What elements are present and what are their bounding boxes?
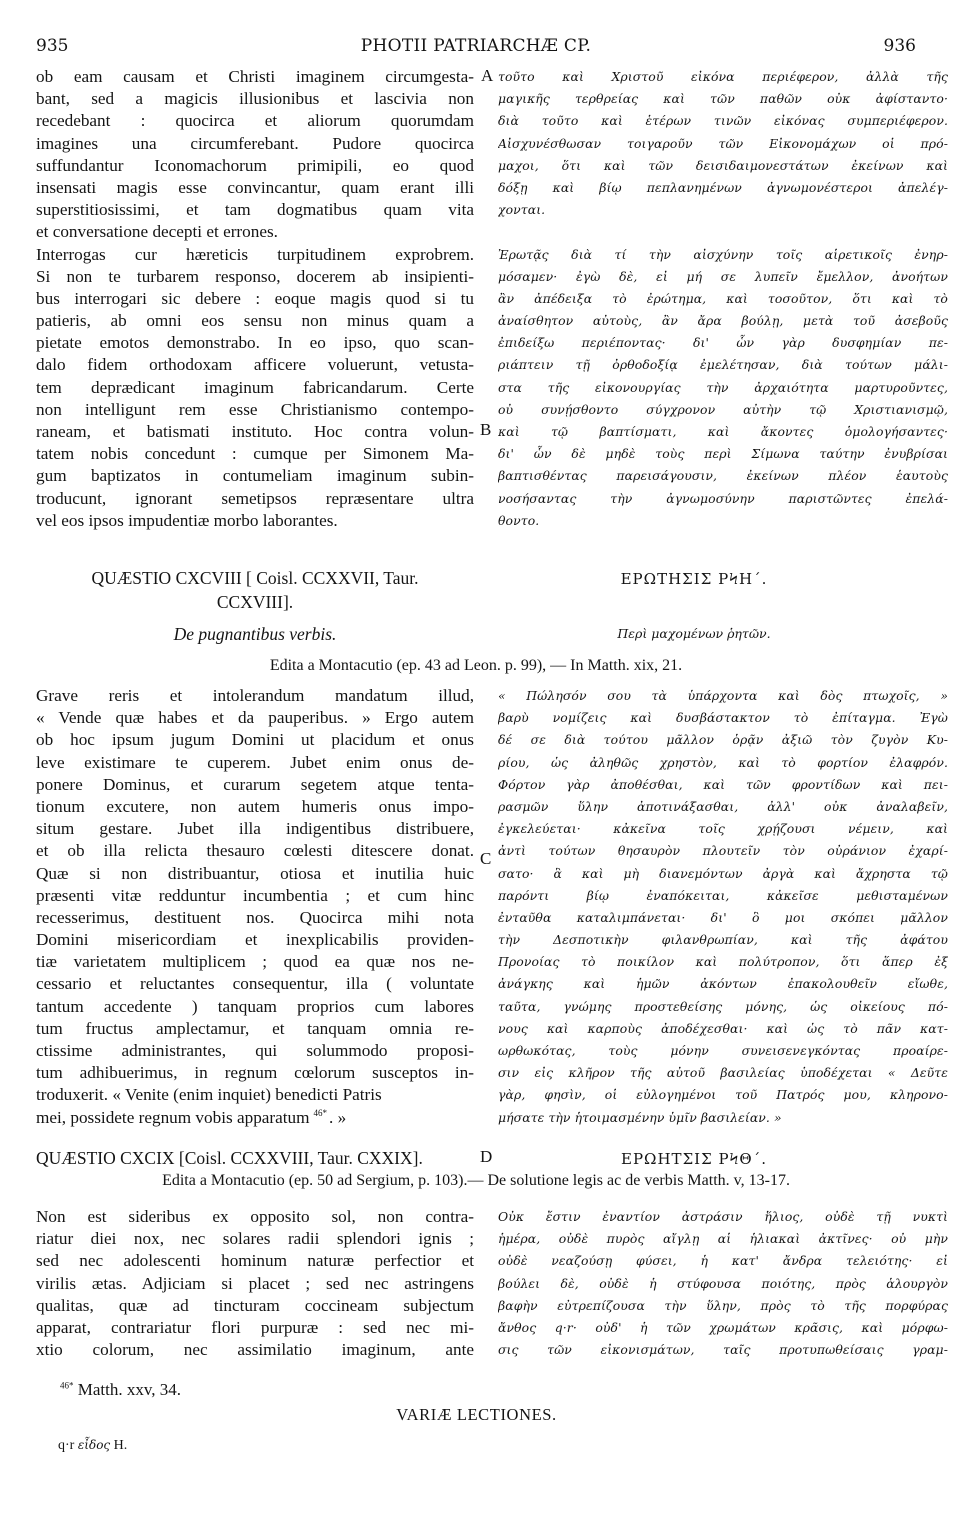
text-line: virilis ætas. Adjiciam si placet ; sed nec astringens	[36, 1273, 474, 1293]
footnote-mark: 46*	[60, 1380, 74, 1391]
text-line: superstitiosissimi, et tam dogmatibus quam vita	[36, 200, 474, 220]
text-line: βαφὴν εὐτρεπίζουσα τὴν ὕλην, πρὸς τὸ τῆς πορφύρας	[498, 1297, 948, 1313]
question-199-title: QUÆSTIO CXCIX [Coisl. CCXXVIII, Taur. CXXIX].	[36, 1148, 423, 1168]
text-line: Φόρτον γὰρ ἀποθέσθαι, καὶ τῶν φροντίδων καὶ πει-	[498, 776, 948, 792]
text-line: tionum excutere, non autem humeris onus impo-	[36, 796, 474, 816]
text-line: ἀναίσθητον αὐτοὺς, ἂν ἄρα βούλῃ, μετὰ τοῦ ἀσεβοῦς	[498, 313, 948, 329]
text-line: situm gestare. Jubet illa indigentibus distribuere,	[36, 819, 474, 839]
text-line: ἀνάγκης καὶ ἡμῶν ἀκόντων ἐπακολουθεῖν εἴωθε,	[498, 976, 948, 992]
latin-column	[36, 66, 474, 532]
question-199-greek-title: ΕΡΩΗΤΣΙΣ ΡϞΘ΄.	[621, 1150, 767, 1168]
text-line: raneam, et batismati instituto. Hoc contra volun-	[36, 422, 474, 441]
question-198-greek-title: ΕΡΩΤΗΣΙΣ ΡϞΗ΄.	[620, 570, 768, 588]
question-198-title	[36, 566, 474, 614]
text-line: ἐνταῦθα καταλιμπάνεται· δι' ὃ μοι σκόπει μᾶλλον	[498, 909, 948, 925]
text-line: insensati magis esse convincantur, quam erant illi	[36, 177, 474, 197]
text-line: ἐπιδείξω περιέποντας· δι' ὧν γὰρ δυσφημίαν πε-	[498, 335, 948, 351]
text-line: et conversatione decepti et errones.	[36, 222, 278, 242]
text-line: νοσήσαντας τὴν ἀγνωμοσύνην παριστῶντες ἐπελά-	[498, 490, 948, 506]
text-line: riatur diei nox, nec solares radii splendori ignis ;	[36, 1229, 474, 1249]
greek-column	[498, 66, 948, 532]
text-line: βαπτισθέντας παρεισάγουσιν, ἐκείνων πλέον ἑαυτοὺς	[498, 468, 948, 484]
latin-column	[36, 685, 474, 1129]
text-line: Interrogas cur hæreticis turpitudinem exprobrem.	[36, 244, 474, 264]
text-line: bant, sed a magicis illusionibus et lascivia non	[36, 89, 474, 109]
text-line: ob eam causam et Christi imaginem circumgesta-	[36, 67, 474, 86]
margin-marker-a: A	[481, 66, 494, 85]
variant-text: εἶδος	[77, 1438, 111, 1452]
text-line: tum fructus amplectamur, et tanquam omnia re-	[36, 1018, 474, 1038]
text-line-body: mei, possidete regnum vobis apparatum	[36, 1107, 310, 1127]
text-line: ρίου, ὡς ἀληθῶς χρηστὸν, καὶ τὸ φορτίον ἐλαφρόν.	[498, 754, 948, 770]
text-line: Οὐκ ἔστιν ἐναντίον ἀστράσιν ἥλιος, οὐδὲ τῇ νυκτὶ	[498, 1209, 948, 1224]
question-198-subtitle-latin: De pugnantibus verbis.	[173, 624, 337, 644]
text-line: tem deprædicant imaginum fabricandarum. Certe	[36, 377, 474, 397]
text-line: παρόντι βίῳ ἐναπόκειται, κἀκεῖσε μεθισταμένων	[498, 887, 948, 903]
text-line: ἀντὶ τούτων θησαυρὸν πλουτεῖν τὸν οὐράνιον ἐχαρί-	[498, 843, 948, 859]
text-line: βαρὺ νομίζεις καὶ δυσβάστακτον τὸ ἐπίταγμα. Ἐγὼ	[498, 710, 948, 726]
text-line: οὐ συνῄσθοντο σύγχρονον αὐτὴν τῷ Χριστιανισμῷ,	[498, 401, 948, 417]
text-line: præsenti vitæ redduntur incumbentia ; et cum hinc	[36, 885, 474, 905]
text-line: bus interrogari sic debere : eoque magis quod si tu	[36, 288, 474, 308]
page-number-right: 936	[883, 36, 916, 56]
text-line: leve existimare te cuperem. Jubet enim onus de-	[36, 752, 474, 772]
variant-siglum: H.	[113, 1438, 128, 1453]
text-line: Non est sideribus ex opposito sol, non contra-	[36, 1207, 474, 1226]
text-line: cessario et reluctantes consequentur, illa ( voluntate	[36, 974, 474, 994]
text-line: θοντο.	[498, 512, 540, 528]
footnote	[60, 1380, 181, 1400]
text-line: apparat, contrariatur flori purpuræ : sed nec mi-	[36, 1317, 474, 1337]
text-line: Grave reris et intolerandum mandatum illud,	[36, 686, 474, 705]
question-199-edition-note: Edita a Montacutio (ep. 50 ad Sergium, p. 103).— De solutione legis ac de verbis Matth. v, 13-17.	[162, 1172, 790, 1189]
text-line: gum baptizatos in contumeliam imaginum subin-	[36, 466, 474, 486]
variant-reading	[58, 1438, 127, 1454]
margin-marker-c: C	[480, 849, 492, 868]
text-line: tum adhibuerimus, in regnum cœlorum susceptos in-	[36, 1063, 474, 1083]
text-line: καὶ τῷ βαπτίσματι, καὶ ἄκοντες ὁμολογήσαντες·	[498, 424, 948, 439]
text-line: ρασμῶν ὕλην ἀποτινάξασθαι, ἀλλ' οὐκ ἀναλαβεῖν,	[498, 798, 948, 814]
text-line: τὴν Δεσποτικὴν φιλανθρωπίαν, καὶ τῆς ἀφάτου	[498, 932, 948, 948]
text-line: χονται.	[498, 202, 546, 218]
text-line: διὰ τοῦτο καὶ ἑτέρων τινῶν εἰκόνας συμπεριέφερον.	[498, 113, 948, 129]
text-line: tiæ varietatem multiplicem ; quod ea quæ nos ne-	[36, 952, 474, 972]
greek-column	[498, 685, 948, 1129]
text-line: δι' ὧν δὲ μηδὲ τοὺς περὶ Σίμωνα ταύτην ἐνυβρίσαι	[498, 446, 948, 462]
text-line	[498, 221, 948, 243]
footnote-reference: 46*	[313, 1107, 328, 1118]
text-line: μαχοι, ὅτι καὶ τῶν δεισιδαιμονεστάτων ἐκείνων καὶ	[498, 157, 948, 173]
text-line: Si non te turbarem responso, docerem ab insipienti-	[36, 266, 474, 286]
text-line: imagines una circumferebant. Pudore quocirca	[36, 133, 474, 153]
text-line: μόσαμεν· ἐγὼ δὲ, εἰ μή σε λυπεῖν ἔμελλον, ἀνοήτων	[498, 268, 948, 284]
text-line: ταῦτα, γνώμης προστεθείσης μόνης, ὡς οἰκείους πό-	[498, 998, 948, 1014]
text-line: ctissime administrantes, qui solummodo proposi-	[36, 1041, 474, 1060]
text-line: troducunt, ignorant semetipsos repræsentare ultra	[36, 488, 474, 508]
text-line: ob hoc ipsum jugum Domini ut placidum et onus	[36, 730, 474, 750]
text-line: ἄνθος q·r· οὐδ' ἡ τῶν χρωμάτων κρᾶσις, καὶ μόρφω-	[498, 1319, 948, 1335]
margin-marker-b: B	[480, 420, 492, 439]
text-line: non intelligunt rem esse Christianismo contempo-	[36, 399, 474, 419]
text-line: suffundantur Iconomachorum primipili, eo quod	[36, 155, 474, 175]
question-198-subtitle-greek: Περὶ μαχομένων ῥητῶν.	[617, 626, 771, 641]
text-line: σιν εἰς κλῆρον τῆς αὐτοῦ βασιλείας ὑποδέχεται « Δεῦτε	[498, 1065, 948, 1081]
text-line: sed nec adolescenti hominum naturæ perfectior et	[36, 1251, 474, 1271]
greek-column	[498, 1206, 948, 1361]
text-line: pietate emotos demonstrabo. In eo ipso, quo scan-	[36, 333, 474, 353]
text-line: tatem nobis concedunt : cumque per Simonem Ma-	[36, 444, 474, 464]
variant-mark: q·r	[58, 1438, 75, 1453]
text-line: Quæ si non distribuantur, otiosa et inutilia huic	[36, 863, 474, 883]
text-line: ωρθωκότας, τοὺς μόνην συνεισενεγκόντας προαίρε-	[498, 1043, 948, 1058]
text-line: σις τῶν εἰκονισμάτων, ταῖς προτυπωθείσαις γραμ-	[498, 1342, 948, 1358]
text-line: dalo fidem orthodoxam afficere voluerunt, vetusta-	[36, 355, 474, 375]
text-line: τοῦτο καὶ Χριστοῦ εἰκόνα περιέφερον, ἀλλὰ τῆς	[498, 69, 948, 84]
text-line: qualitas, quæ ad tincturam coccineam subjectum	[36, 1295, 474, 1315]
running-header	[36, 36, 916, 60]
text-line: ἂν ἀπέδειξα τὸ ἐρώτημα, καὶ τοσοῦτον, ὅτι καὶ τὸ	[498, 290, 948, 306]
text-line: γὰρ, φησὶν, οἱ εὐλογημένοι τοῦ Πατρός μου, κληρονο-	[498, 1087, 948, 1103]
text-line: μήσατε τὴν ἡτοιμασμένην ὑμῖν βασιλείαν. »	[498, 1109, 782, 1125]
text-line: recedebant : quocirca et aliorum quorumdam	[36, 111, 474, 131]
text-line: « Πώλησόν σου τὰ ὑπάρχοντα καὶ δὸς πτωχοῖς, »	[498, 688, 948, 703]
text-line	[36, 1107, 474, 1129]
question-198-title-line1: QUÆSTIO CXCVIII [ Coisl. CCXXVII, Taur.	[91, 568, 419, 588]
text-line: patieris, ab omni eos sensu non minus quam a	[36, 311, 474, 331]
text-line: recesserimus, destituent nos. Quocirca mihi nota	[36, 907, 474, 927]
question-198-edition-note: Edita a Montacutio (ep. 43 ad Leon. p. 99), — In Matth. xix, 21.	[269, 657, 683, 674]
text-line: οὐδὲ νεαζούσῃ φύσει, ἡ κατ' ἄνδρα τελειότης· εἰ	[498, 1253, 948, 1269]
text-line: δόξῃ καὶ βίῳ πεπλανημένων ἀγνωμονέστεροι ἀπελέγ-	[498, 179, 948, 195]
text-line: Αἰσχυνέσθωσαν τοιγαροῦν τῶν Εἰκονομάχων οἱ πρό-	[498, 135, 948, 151]
text-line-end: . »	[329, 1107, 347, 1127]
text-line: νους καὶ καρποὺς ἀποδέχεσθαι· καὶ ὡς τὸ πᾶν κατ-	[498, 1020, 948, 1036]
footnote-text: Matth. xxv, 34.	[77, 1380, 182, 1399]
text-line: στα τῆς εἰκονουργίας τὴν ἀρχαιότητα μαρτυροῦντες,	[498, 379, 948, 395]
text-line: « Vende quæ habes et da pauperibus. » Ergo autem	[36, 708, 474, 728]
text-line: troduxerit. « Venite (enim inquiet) benedicti Patris	[36, 1085, 382, 1105]
text-line: vel eos ipsos impudentiæ morbo laborantes.	[36, 510, 338, 530]
text-line: σατο· ἃ καὶ μὴ διανεμόντων ἀργὰ καὶ ἄχρηστα τῷ	[498, 865, 948, 881]
question-198-title-line2: CCXVIII].	[216, 592, 294, 612]
margin-marker-d: D	[480, 1147, 493, 1166]
text-line: Προνοίας τὸ ποικίλον καὶ πολύτροπον, ὅτι ἅπερ ἐξ	[498, 954, 948, 970]
text-line: ἐγκελεύεται· κἀκεῖνα τοῖς χρῄζουσι νέμειν, καὶ	[498, 821, 948, 837]
text-line: ponere Dominus, et curarum segetem atque tenta-	[36, 774, 474, 794]
text-line: xtio colorum, nec assimilatio imaginum, ante	[36, 1340, 474, 1360]
text-line: ριάπτειν τῇ ὀρθοδοξίᾳ ἐμελέτησαν, διὰ τούτων μάλι-	[498, 357, 948, 373]
latin-column	[36, 1206, 474, 1361]
text-line: Domini misericordiam et inexplicabilis providen-	[36, 930, 474, 950]
running-title: PHOTII PATRIARCHÆ CP.	[360, 36, 592, 56]
page-number-left: 935	[36, 36, 69, 56]
text-line: tantum accedente ) tanquam proprios cum labores	[36, 996, 474, 1016]
text-line: ἡμέρα, οὐδὲ πυρὸς αἴγλῃ αἱ ἡλιακαὶ ἀκτῖνες· οὐ μὴν	[498, 1231, 948, 1247]
text-line: μαγικῆς τερθρείας καὶ τῶν παθῶν οὐκ ἀφίσταντο·	[498, 91, 948, 107]
text-line: δέ σε διὰ τούτου μᾶλλον ὁρᾷν ἀξιῶ τὸν ζυγὸν Κυ-	[498, 732, 948, 748]
variae-lectiones-heading: VARIÆ LECTIONES.	[396, 1405, 557, 1424]
text-line: Ἐρωτᾷς διὰ τί τὴν αἰσχύνην τοῖς αἱρετικοῖς ἐνηρ-	[498, 246, 948, 262]
text-line: et ob illa relicta thesauro cœlesti ditescere donat.	[36, 841, 474, 861]
text-line: βούλει δὲ, οὐδὲ ἡ στύφουσα ποιότης, πρὸς ἁλουργὸν	[498, 1275, 948, 1291]
